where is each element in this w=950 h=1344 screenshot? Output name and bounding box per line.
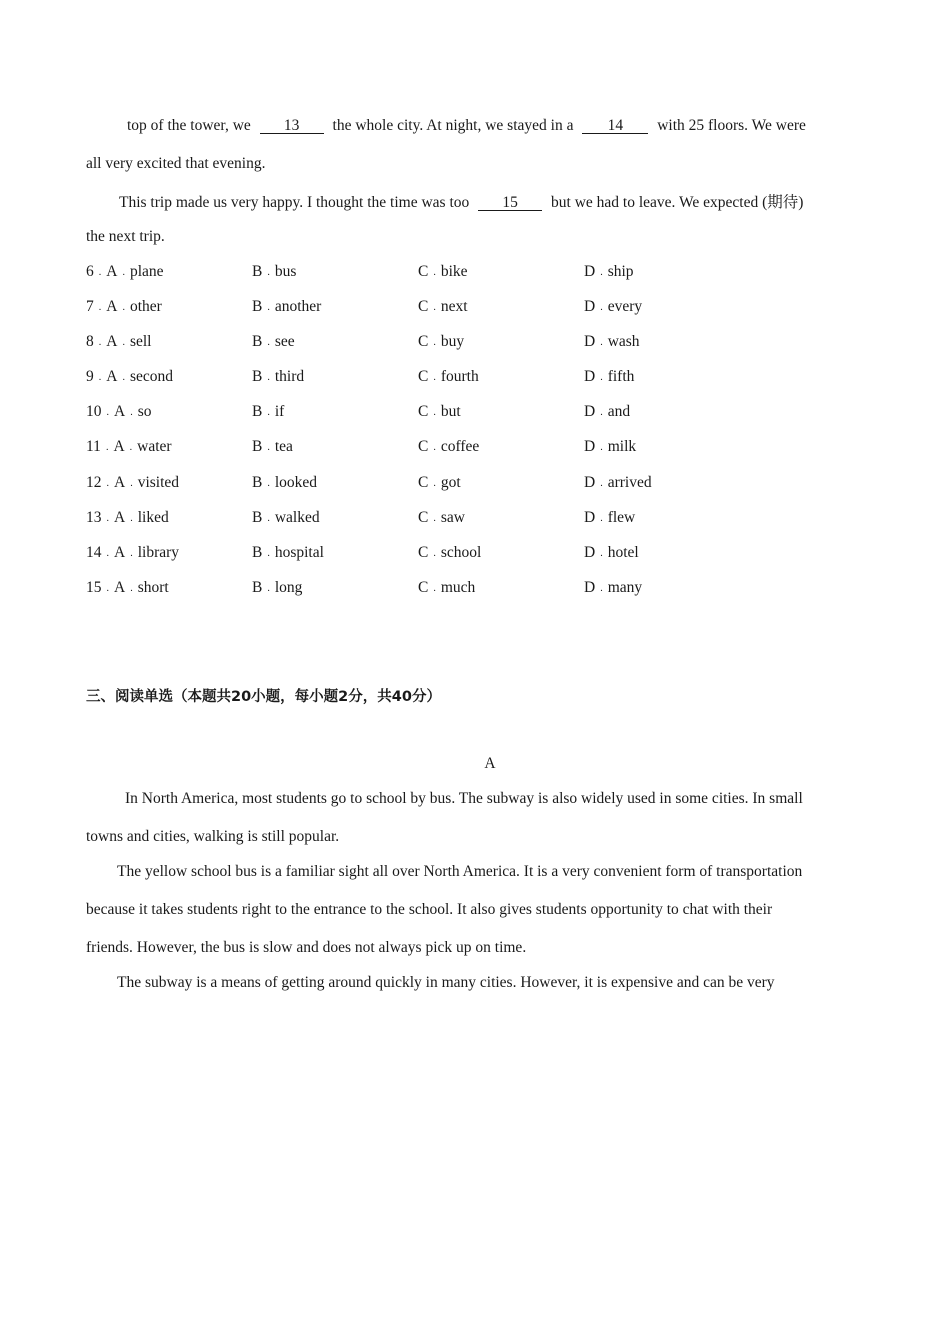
option-d — [584, 333, 640, 351]
separator-dot: . — [433, 372, 436, 383]
separator-dot: . — [122, 267, 125, 278]
reading-line: In North America, most students go to school by bus. The subway is also widely used in some cities. In small — [125, 790, 803, 807]
option-text: bus — [274, 263, 297, 280]
option-text: walked — [274, 509, 320, 526]
option-text: liked — [137, 509, 169, 526]
question-number: 9 — [86, 368, 94, 385]
separator-dot: . — [267, 442, 270, 453]
text-segment: This trip made us very happy. I thought the time was too — [119, 194, 470, 211]
option-text: much — [440, 579, 476, 596]
option-letter: A — [106, 368, 118, 385]
option-letter: A — [114, 403, 126, 420]
question-number: 6 — [86, 263, 94, 280]
separator-dot: . — [267, 407, 270, 418]
separator-dot: . — [600, 372, 603, 383]
option-b — [252, 509, 320, 527]
option-letter: A — [114, 544, 126, 561]
option-d — [584, 298, 642, 316]
option-text: bike — [440, 263, 468, 280]
separator-dot: . — [106, 407, 109, 418]
option-letter: C — [418, 544, 429, 561]
option-letter: C — [418, 438, 429, 455]
option-text: sell — [129, 333, 152, 350]
option-d — [584, 368, 634, 386]
option-text: and — [607, 403, 631, 420]
separator-dot: . — [122, 372, 125, 383]
separator-dot: . — [267, 302, 270, 313]
option-letter: D — [584, 544, 596, 561]
separator-dot: . — [433, 548, 436, 559]
question-number: 12 — [86, 474, 102, 491]
option-c — [418, 403, 461, 421]
option-b — [252, 403, 284, 421]
separator-dot: . — [106, 583, 109, 594]
option-text: ship — [607, 263, 634, 280]
question-number: 10 — [86, 403, 102, 420]
option-text: saw — [440, 509, 465, 526]
option-letter: C — [418, 263, 429, 280]
question-row — [86, 298, 846, 318]
option-letter: B — [252, 544, 263, 561]
reading-line: The subway is a means of getting around quickly in many cities. However, it is expensive and can be very — [117, 974, 775, 991]
separator-dot: . — [600, 302, 603, 313]
option-c — [418, 509, 465, 527]
blank-13: 13 — [260, 118, 324, 134]
separator-dot: . — [433, 337, 436, 348]
option-b — [252, 544, 324, 562]
passage-line-2: all very excited that evening. — [86, 155, 266, 172]
separator-dot: . — [600, 442, 603, 453]
option-c — [418, 544, 481, 562]
option-text: school — [440, 544, 482, 561]
option-d — [584, 509, 635, 527]
separator-dot: . — [267, 337, 270, 348]
separator-dot: . — [600, 478, 603, 489]
separator-dot: . — [122, 337, 125, 348]
reading-line: friends. However, the bus is slow and does not always pick up on time. — [86, 939, 527, 956]
option-letter: D — [584, 368, 596, 385]
option-d — [584, 263, 634, 281]
option-letter: C — [418, 298, 429, 315]
option-b — [252, 333, 295, 351]
option-text: but — [440, 403, 461, 420]
separator-dot: . — [433, 478, 436, 489]
separator-dot: . — [267, 372, 270, 383]
separator-dot: . — [267, 267, 270, 278]
option-letter: B — [252, 579, 263, 596]
question-number: 14 — [86, 544, 102, 561]
option-b — [252, 438, 293, 456]
option-c — [418, 438, 479, 456]
text-segment: with 25 floors. We were — [657, 117, 806, 134]
separator-dot: . — [130, 407, 133, 418]
option-text: fifth — [607, 368, 635, 385]
option-letter: C — [418, 474, 429, 491]
separator-dot: . — [98, 267, 102, 278]
separator-dot: . — [600, 583, 603, 594]
option-text: every — [607, 298, 643, 315]
separator-dot: . — [433, 513, 436, 524]
option-b — [252, 579, 302, 597]
option-letter: A — [114, 579, 126, 596]
option-text: many — [607, 579, 643, 596]
option-letter: C — [418, 579, 429, 596]
option-a — [86, 263, 164, 281]
separator-dot: . — [106, 478, 109, 489]
separator-dot: . — [130, 583, 133, 594]
question-number: 7 — [86, 298, 94, 315]
option-letter: C — [418, 509, 429, 526]
question-row — [86, 438, 846, 458]
separator-dot: . — [129, 442, 133, 453]
option-a — [86, 368, 173, 386]
text-segment: but we had to leave. We expected (期待) — [551, 194, 804, 211]
option-letter: A — [114, 509, 126, 526]
option-d — [584, 579, 642, 597]
option-text: third — [274, 368, 305, 385]
option-a — [86, 509, 169, 527]
option-letter: D — [584, 403, 596, 420]
option-c — [418, 474, 461, 492]
question-row — [86, 403, 846, 423]
option-text: fourth — [440, 368, 479, 385]
option-letter: B — [252, 403, 263, 420]
question-row — [86, 333, 846, 353]
option-a — [86, 474, 179, 492]
option-b — [252, 298, 321, 316]
question-number: 11 — [86, 438, 101, 455]
option-a — [86, 298, 162, 316]
separator-dot: . — [433, 442, 436, 453]
option-d — [584, 544, 639, 562]
question-number: 8 — [86, 333, 94, 350]
option-text: next — [440, 298, 468, 315]
blank-14: 14 — [582, 118, 648, 134]
option-text: hospital — [274, 544, 324, 561]
option-a — [86, 544, 179, 562]
option-letter: B — [252, 368, 263, 385]
option-a — [86, 438, 172, 456]
option-text: library — [137, 544, 180, 561]
section-title: 三、阅读单选（本题共20小题，每小题2分，共40分） — [86, 689, 441, 705]
separator-dot: . — [600, 337, 603, 348]
option-d — [584, 474, 652, 492]
option-letter: B — [252, 438, 263, 455]
separator-dot: . — [433, 302, 436, 313]
separator-dot: . — [98, 372, 102, 383]
separator-dot: . — [600, 407, 603, 418]
option-letter: B — [252, 263, 263, 280]
question-row — [86, 579, 846, 599]
option-text: water — [137, 438, 172, 455]
option-letter: A — [114, 474, 126, 491]
separator-dot: . — [433, 267, 436, 278]
separator-dot: . — [600, 548, 603, 559]
option-letter: D — [584, 298, 596, 315]
option-c — [418, 298, 468, 316]
text-segment: top of the tower, we — [127, 117, 251, 134]
separator-dot: . — [433, 407, 436, 418]
separator-dot: . — [130, 548, 133, 559]
blank-15: 15 — [478, 195, 542, 211]
option-text: got — [440, 474, 461, 491]
option-text: see — [274, 333, 295, 350]
option-b — [252, 474, 317, 492]
question-row — [86, 544, 846, 564]
option-d — [584, 403, 630, 421]
option-text: visited — [137, 474, 180, 491]
option-letter: D — [584, 333, 596, 350]
option-c — [418, 333, 464, 351]
separator-dot: . — [267, 513, 270, 524]
option-letter: B — [252, 509, 263, 526]
option-letter: B — [252, 298, 263, 315]
option-text: long — [274, 579, 303, 596]
option-letter: A — [113, 438, 125, 455]
reading-line: towns and cities, walking is still popular. — [86, 828, 340, 845]
option-letter: A — [106, 263, 118, 280]
option-text: looked — [274, 474, 318, 491]
option-c — [418, 579, 475, 597]
passage-line-4: the next trip. — [86, 228, 165, 245]
option-text: plane — [129, 263, 164, 280]
question-number: 15 — [86, 579, 102, 596]
question-row — [86, 263, 846, 283]
question-row — [86, 474, 846, 494]
option-letter: D — [584, 579, 596, 596]
question-row — [86, 368, 846, 388]
separator-dot: . — [106, 548, 109, 559]
text-segment: the whole city. At night, we stayed in a — [332, 117, 574, 134]
separator-dot: . — [267, 583, 270, 594]
option-c — [418, 263, 468, 281]
option-text: milk — [607, 438, 637, 455]
option-text: other — [129, 298, 162, 315]
option-text: buy — [440, 333, 465, 350]
option-text: coffee — [440, 438, 480, 455]
separator-dot: . — [433, 583, 436, 594]
option-letter: C — [418, 333, 429, 350]
option-text: flew — [607, 509, 636, 526]
separator-dot: . — [267, 478, 270, 489]
option-letter: C — [418, 403, 429, 420]
separator-dot: . — [122, 302, 125, 313]
option-letter: D — [584, 509, 596, 526]
option-letter: C — [418, 368, 429, 385]
reading-line: The yellow school bus is a familiar sight all over North America. It is a very convenient form of transportation — [117, 863, 803, 880]
option-c — [418, 368, 479, 386]
separator-dot: . — [106, 513, 109, 524]
option-text: tea — [274, 438, 293, 455]
passage-line-1 — [127, 117, 806, 135]
option-b — [252, 263, 296, 281]
option-text: second — [129, 368, 173, 385]
separator-dot: . — [105, 442, 109, 453]
passage-label: A — [484, 755, 496, 772]
separator-dot: . — [600, 267, 603, 278]
option-text: wash — [607, 333, 640, 350]
option-letter: D — [584, 438, 596, 455]
option-letter: B — [252, 333, 263, 350]
option-text: short — [137, 579, 169, 596]
option-a — [86, 579, 169, 597]
separator-dot: . — [267, 548, 270, 559]
separator-dot: . — [98, 337, 102, 348]
separator-dot: . — [130, 513, 133, 524]
option-text: arrived — [607, 474, 652, 491]
separator-dot: . — [600, 513, 603, 524]
option-letter: D — [584, 263, 596, 280]
question-number: 13 — [86, 509, 102, 526]
option-d — [584, 438, 636, 456]
option-a — [86, 403, 152, 421]
option-letter: A — [106, 333, 118, 350]
question-row — [86, 509, 846, 529]
option-text: another — [274, 298, 322, 315]
option-letter: D — [584, 474, 596, 491]
option-text: if — [274, 403, 285, 420]
option-text: so — [137, 403, 152, 420]
option-letter: B — [252, 474, 263, 491]
option-letter: A — [106, 298, 118, 315]
reading-line: because it takes students right to the entrance to the school. It also gives students opportunity to chat with their — [86, 901, 773, 918]
option-text: hotel — [607, 544, 639, 561]
passage-line-3 — [119, 190, 803, 212]
separator-dot: . — [98, 302, 102, 313]
option-a — [86, 333, 151, 351]
option-b — [252, 368, 304, 386]
separator-dot: . — [130, 478, 133, 489]
